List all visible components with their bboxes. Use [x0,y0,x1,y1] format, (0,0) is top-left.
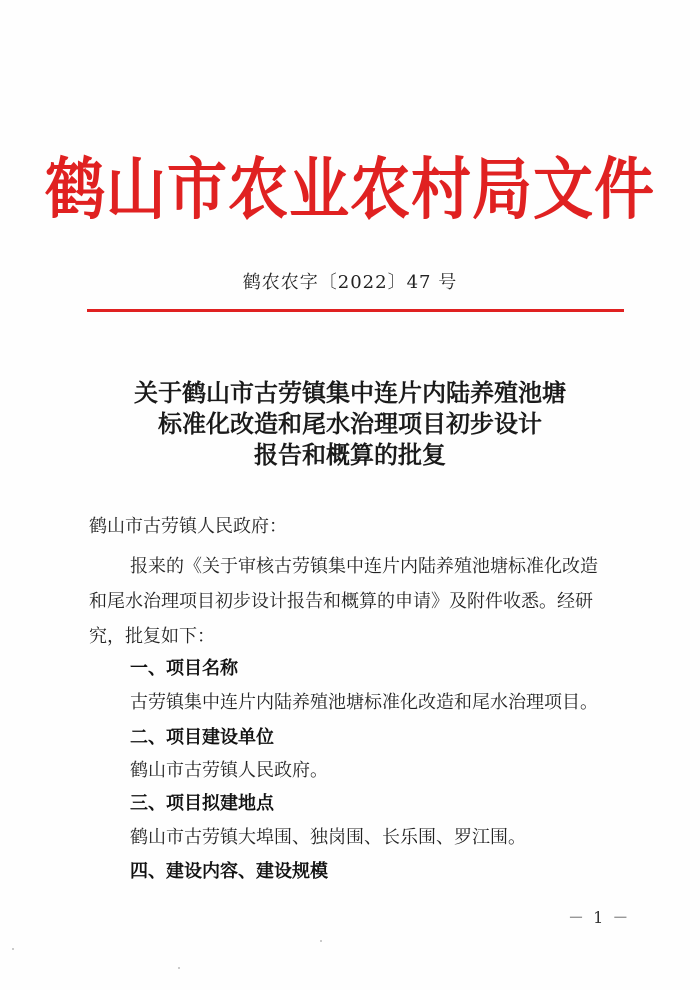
section-heading-scope: 四、建设内容、建设规模 [130,861,328,882]
section-content-construction-unit: 鹤山市古劳镇人民政府。 [130,760,328,781]
section-content-project-name: 古劳镇集中连片内陆养殖池塘标准化改造和尾水治理项目。 [130,692,598,713]
addressee: 鹤山市古劳镇人民政府： [89,516,287,537]
intro-line-3: 究，批复如下： [89,626,215,647]
intro-line-1: 报来的《关于审核古劳镇集中连片内陆养殖池塘标准化改造 [130,556,598,577]
title-line-3: 报告和概算的批复 [254,441,446,469]
section-heading-project-name: 一、项目名称 [130,658,238,679]
section-heading-site: 三、项目拟建地点 [130,793,274,814]
intro-line-2: 和尾水治理项目初步设计报告和概算的申请》及附件收悉。经研 [89,591,593,612]
document-title [0,378,700,471]
title-line-2: 标准化改造和尾水治理项目初步设计 [158,410,542,438]
header-red-rule [87,309,624,312]
scan-speck [320,940,322,942]
title-line-1: 关于鹤山市古劳镇集中连片内陆养殖池塘 [134,379,566,407]
agency-header-title: 鹤山市农业农村局文件 [45,150,655,230]
document-number: 鹤农农字〔2022〕47 号 [242,272,458,293]
scan-speck [178,967,180,969]
page-number: － 1 － [568,908,631,927]
section-content-site: 鹤山市古劳镇大埠围、独岗围、长乐围、罗江围。 [130,827,526,848]
section-heading-construction-unit: 二、项目建设单位 [130,727,274,748]
scan-speck [12,948,14,950]
